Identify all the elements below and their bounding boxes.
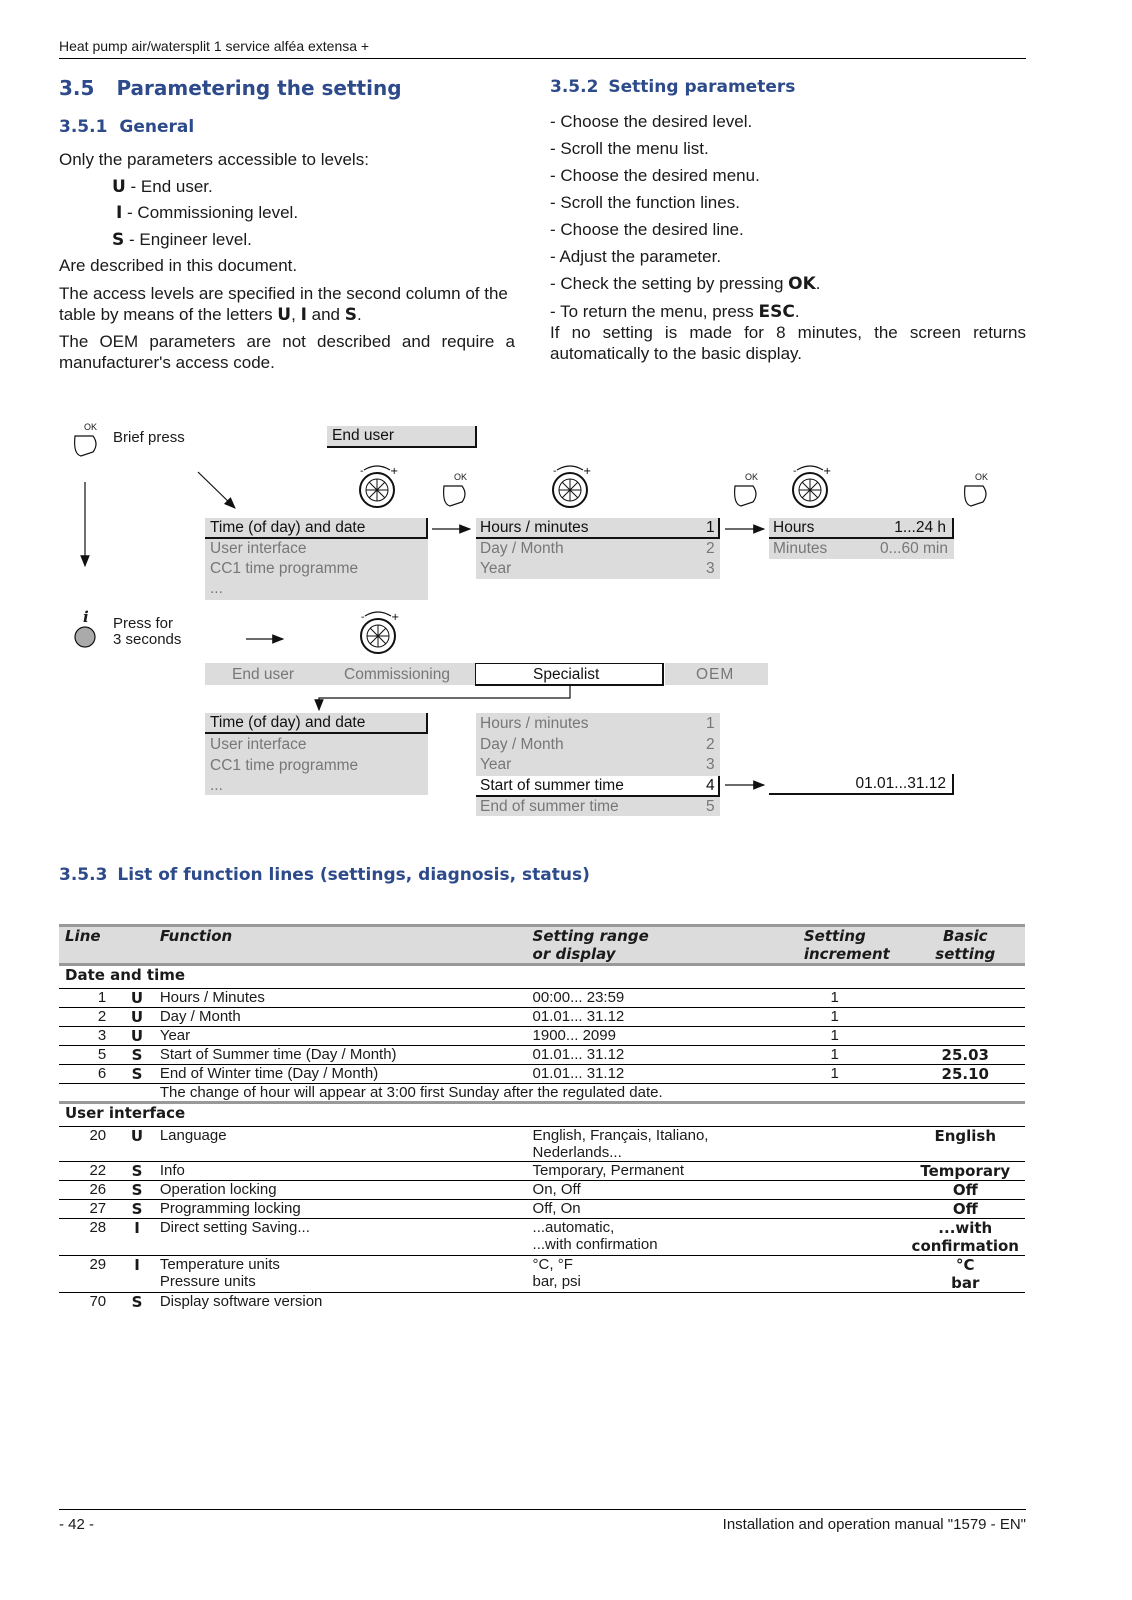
line-label: End of summer time xyxy=(480,798,619,815)
levels-bar-left xyxy=(205,663,475,685)
access-level-cell: I xyxy=(120,1219,154,1256)
range-cell: 01.01... 31.12 xyxy=(527,1046,764,1065)
text-span: . xyxy=(794,302,800,321)
running-header: Heat pump air/watersplit 1 service alféa extensa + xyxy=(59,38,370,54)
table-row xyxy=(59,1065,1025,1084)
access-level-cell: U xyxy=(120,1127,154,1162)
range-cell xyxy=(527,1256,764,1293)
table-row xyxy=(59,989,1025,1008)
range-cell: Temporary, Permanent xyxy=(527,1162,764,1181)
oem-text: The OEM parameters are not described and require a manufacturer's access code. xyxy=(59,332,515,372)
access-level-cell: S xyxy=(120,1200,154,1219)
range-cell: 00:00... 23:59 xyxy=(527,989,764,1008)
menu-item: User interface xyxy=(210,540,307,557)
range-cell: 01.01... 31.12 xyxy=(527,1065,764,1084)
letter-u: U xyxy=(277,305,292,325)
level-option: Specialist xyxy=(533,666,600,683)
brief-press-label: Brief press xyxy=(113,429,185,446)
range-cell xyxy=(527,1293,764,1312)
line-number-cell: 27 xyxy=(59,1200,120,1219)
step-item: - Scroll the function lines. xyxy=(550,193,740,212)
page-number: - 42 - xyxy=(59,1516,95,1533)
basic-setting-cell xyxy=(906,989,1025,1008)
increment-cell: 1 xyxy=(764,1027,906,1046)
increment-cell xyxy=(764,1219,906,1256)
range-cell: 1900... 2099 xyxy=(527,1027,764,1046)
step-item: - Adjust the parameter. xyxy=(550,247,722,266)
range-cell xyxy=(527,1127,764,1162)
function-cell: Day / Month xyxy=(154,1008,527,1027)
table-row xyxy=(59,1256,1025,1293)
value-label: Minutes xyxy=(773,540,828,557)
line-number-cell: 26 xyxy=(59,1181,120,1200)
increment-cell: 1 xyxy=(764,989,906,1008)
letter-i: I xyxy=(300,305,307,325)
end-user-box xyxy=(327,426,477,448)
step-item: - Scroll the menu list. xyxy=(550,139,709,158)
empty-cell xyxy=(59,1084,154,1103)
level-text: - Engineer level. xyxy=(124,230,252,249)
intro-text: Only the parameters accessible to levels: xyxy=(59,150,369,169)
basic-setting-cell xyxy=(906,1256,1025,1293)
menu-item: CC1 time programme xyxy=(210,560,359,577)
line-number: 3 xyxy=(706,560,715,577)
line-label: Year xyxy=(480,560,512,577)
step-item: - Choose the desired level. xyxy=(550,112,753,131)
section-row-date-time xyxy=(59,965,1025,989)
text-span: . xyxy=(356,305,362,324)
function-cell: Language xyxy=(154,1127,527,1162)
text-span: and xyxy=(306,305,345,324)
function-cell: Display software version xyxy=(159,1293,323,1310)
line-number-cell: 28 xyxy=(59,1219,120,1256)
letter-s: S xyxy=(344,305,357,325)
value-label: Hours xyxy=(773,519,815,536)
menu-list-2 xyxy=(205,713,428,795)
basic-setting-cell-line: confirmation xyxy=(911,1237,1019,1255)
text-span: The access levels are specified in the second column of the table by means of the letters xyxy=(59,284,508,324)
range-cell-line: ...automatic, xyxy=(532,1219,615,1236)
ok-button-icon xyxy=(965,486,986,506)
level-text: - Commissioning level. xyxy=(122,203,299,222)
increment-cell xyxy=(764,1256,906,1293)
header-line: or display xyxy=(532,945,616,963)
header-line: setting xyxy=(935,945,996,963)
line-number-cell: 22 xyxy=(59,1162,120,1181)
table-header-row xyxy=(59,926,1025,965)
line-number-cell: 5 xyxy=(59,1046,120,1065)
line-label: Hours / minutes xyxy=(480,715,589,732)
range-cell-line: °C, °F xyxy=(532,1256,573,1273)
line-list-1 xyxy=(476,518,720,579)
table-row xyxy=(59,1293,1025,1312)
line-number: 1 xyxy=(706,519,715,536)
subsection-title: List of function lines (settings, diagnosis, status) xyxy=(117,865,590,885)
level-text: - End user. xyxy=(125,177,213,196)
info-button-icon xyxy=(75,627,95,647)
increment-cell: 1 xyxy=(764,1065,906,1084)
text-span: . xyxy=(815,274,821,293)
col-function-header: Function xyxy=(159,927,233,945)
function-cell: Programming locking xyxy=(154,1200,527,1219)
basic-setting-cell-line: °C xyxy=(956,1256,975,1274)
line-number-cell: 1 xyxy=(59,989,120,1008)
end-user-label: End user xyxy=(332,427,395,444)
line-label: Day / Month xyxy=(480,736,564,753)
increment-cell: 1 xyxy=(764,1046,906,1065)
ok-button-icon xyxy=(444,486,465,506)
header-line: Basic xyxy=(943,927,988,945)
subsection-number: 3.5.1 xyxy=(59,117,108,137)
basic-setting-cell xyxy=(906,1219,1025,1256)
level-letter: I xyxy=(116,203,123,223)
line-number: 2 xyxy=(706,736,715,753)
rotary-knob-icon xyxy=(361,612,399,653)
access-level-cell: S xyxy=(120,1162,154,1181)
access-level-cell: S xyxy=(120,1181,154,1200)
increment-cell xyxy=(764,1127,906,1162)
text-span: , xyxy=(291,305,301,324)
line-number: 4 xyxy=(706,777,715,794)
increment-cell xyxy=(764,1200,906,1219)
access-level-cell: U xyxy=(120,1027,154,1046)
line-number: 1 xyxy=(706,715,715,732)
text-span: - Check the setting by pressing xyxy=(550,274,789,293)
table-row xyxy=(59,1200,1025,1219)
section-title: Parametering the setting xyxy=(116,76,402,100)
increment-cell xyxy=(764,1293,906,1312)
line-number-cell: 6 xyxy=(59,1065,120,1084)
step-item: - Choose the desired menu. xyxy=(550,166,760,185)
function-cell: Info xyxy=(154,1162,527,1181)
increment-cell xyxy=(764,1181,906,1200)
range-cell-line: ...with confirmation xyxy=(532,1236,658,1253)
section-label: User interface xyxy=(59,1103,1025,1127)
line-number: 2 xyxy=(706,540,715,557)
step-item: - Choose the desired line. xyxy=(550,220,744,239)
basic-setting-cell: 25.10 xyxy=(906,1065,1025,1084)
rotary-knob-icon xyxy=(553,466,591,507)
ok-button-icon xyxy=(75,436,96,456)
function-cell: Direct setting Saving... xyxy=(154,1219,527,1256)
function-cell: End of Winter time (Day / Month) xyxy=(154,1065,527,1084)
timeout-text: If no setting is made for 8 minutes, the screen returns automatically to the basic display. xyxy=(550,323,1026,363)
level-option: Commissioning xyxy=(344,666,450,683)
basic-setting-cell: Temporary xyxy=(906,1162,1025,1181)
col-line-header: Line xyxy=(65,927,101,945)
subsection-title: General xyxy=(119,117,195,137)
increment-cell: 1 xyxy=(764,1008,906,1027)
level-letter: S xyxy=(112,230,125,250)
press-for-line: 3 seconds xyxy=(113,631,182,648)
levels-bar-right xyxy=(665,663,768,685)
function-cell: Operation locking xyxy=(154,1181,527,1200)
table-row xyxy=(59,1219,1025,1256)
line-number-cell: 20 xyxy=(59,1127,120,1162)
range-cell: On, Off xyxy=(527,1181,764,1200)
range-cell: Off, On xyxy=(527,1200,764,1219)
rotary-knob-icon xyxy=(793,466,831,507)
range-cell-line: Nederlands... xyxy=(532,1144,622,1161)
ok-label: OK xyxy=(454,472,468,482)
connector-arrow xyxy=(319,686,570,710)
basic-setting-cell: English xyxy=(906,1127,1025,1162)
info-i-label: i xyxy=(83,608,89,626)
basic-setting-cell-line: ...with xyxy=(938,1219,993,1237)
section-number: 3.5 xyxy=(59,76,95,100)
header-line: increment xyxy=(803,945,890,963)
header-line: Setting range xyxy=(532,927,649,945)
function-cell-line: Temperature units xyxy=(159,1256,280,1273)
line-number-cell: 70 xyxy=(89,1293,107,1310)
basic-setting-cell xyxy=(906,1008,1025,1027)
function-cell: Year xyxy=(154,1027,527,1046)
esc-key: ESC xyxy=(758,302,795,322)
menu-item: Time (of day) and date xyxy=(210,519,366,536)
line-label: Hours / minutes xyxy=(480,519,589,536)
menu-item: CC1 time programme xyxy=(210,757,359,774)
level-option: End user xyxy=(232,666,295,683)
table-row xyxy=(59,1127,1025,1162)
range-cell-line: bar, psi xyxy=(532,1273,581,1290)
subsection-number: 3.5.3 xyxy=(59,865,108,885)
subsection-number: 3.5.2 xyxy=(550,77,599,97)
range-cell: 01.01... 31.12 xyxy=(527,1008,764,1027)
line-number-cell: 2 xyxy=(59,1008,120,1027)
section-row-user-interface xyxy=(59,1103,1025,1127)
access-level-cell: U xyxy=(120,1008,154,1027)
note-text: The change of hour will appear at 3:00 first Sunday after the regulated date. xyxy=(154,1084,1025,1103)
range-cell xyxy=(527,1219,764,1256)
ok-button-icon xyxy=(735,486,756,506)
access-level-cell: S xyxy=(120,1065,154,1084)
note-row xyxy=(59,1084,1025,1103)
press-for-line: Press for xyxy=(113,615,174,632)
line-number-cell: 29 xyxy=(59,1256,120,1293)
function-cell: Start of Summer time (Day / Month) xyxy=(154,1046,527,1065)
function-cell xyxy=(154,1256,527,1293)
access-level-cell: S xyxy=(131,1293,143,1311)
basic-setting-cell: 25.03 xyxy=(906,1046,1025,1065)
line-label: Year xyxy=(480,756,512,773)
value-range: 0...60 min xyxy=(879,540,948,557)
basic-setting-cell: Off xyxy=(906,1181,1025,1200)
line-number: 5 xyxy=(706,798,715,815)
basic-setting-cell xyxy=(906,1027,1025,1046)
text-span: - To return the menu, press xyxy=(550,302,759,321)
line-label: Day / Month xyxy=(480,540,564,557)
menu-item: ... xyxy=(210,580,223,597)
ok-label: OK xyxy=(745,472,759,482)
value-list-1 xyxy=(769,518,954,559)
menu-item: User interface xyxy=(210,736,307,753)
header-line: Setting xyxy=(803,927,866,945)
section-label: Date and time xyxy=(59,965,1025,989)
value-range: 01.01...31.12 xyxy=(855,775,946,792)
table-row xyxy=(59,1181,1025,1200)
ok-label: OK xyxy=(975,472,989,482)
line-number: 3 xyxy=(706,756,715,773)
table-row xyxy=(59,1027,1025,1046)
col-basic-header xyxy=(906,926,1025,965)
function-cell: Hours / Minutes xyxy=(154,989,527,1008)
level-option: OEM xyxy=(696,666,735,683)
table-row xyxy=(59,1162,1025,1181)
menu-item: ... xyxy=(210,777,223,794)
access-level-cell: I xyxy=(120,1256,154,1293)
menu-item: Time (of day) and date xyxy=(210,714,366,731)
line-list-2 xyxy=(476,713,720,816)
line-label: Start of summer time xyxy=(480,777,624,794)
value-box-2 xyxy=(769,774,954,795)
ok-label: OK xyxy=(84,422,98,432)
col-range-header xyxy=(527,926,764,965)
basic-setting-cell xyxy=(906,1293,1025,1312)
table-row xyxy=(59,1008,1025,1027)
table-row xyxy=(59,1046,1025,1065)
function-lines-table xyxy=(59,924,1025,1311)
subsection-heading-list xyxy=(59,865,590,885)
ok-key: OK xyxy=(788,274,816,294)
basic-setting-cell-line: bar xyxy=(951,1274,980,1292)
press-for-label xyxy=(113,616,181,648)
rotary-knob-icon xyxy=(360,466,398,507)
range-cell-line: English, Français, Italiano, xyxy=(532,1127,709,1144)
access-level-cell: U xyxy=(120,989,154,1008)
manual-reference: Installation and operation manual "1579 - EN" xyxy=(722,1516,1026,1533)
level-specialist-box xyxy=(475,663,664,686)
subsection-title: Setting parameters xyxy=(608,77,796,97)
line-number-cell: 3 xyxy=(59,1027,120,1046)
col-increment-header xyxy=(764,926,906,965)
described-text: Are described in this document. xyxy=(59,256,298,275)
menu-list-1 xyxy=(205,518,428,600)
footer-rule xyxy=(59,1509,1026,1510)
diagonal-arrow xyxy=(198,472,235,508)
increment-cell xyxy=(764,1162,906,1181)
value-range: 1...24 h xyxy=(894,519,946,536)
basic-setting-cell: Off xyxy=(906,1200,1025,1219)
access-level-cell: S xyxy=(120,1046,154,1065)
function-cell-line: Pressure units xyxy=(159,1273,256,1290)
level-letter: U xyxy=(112,177,126,197)
